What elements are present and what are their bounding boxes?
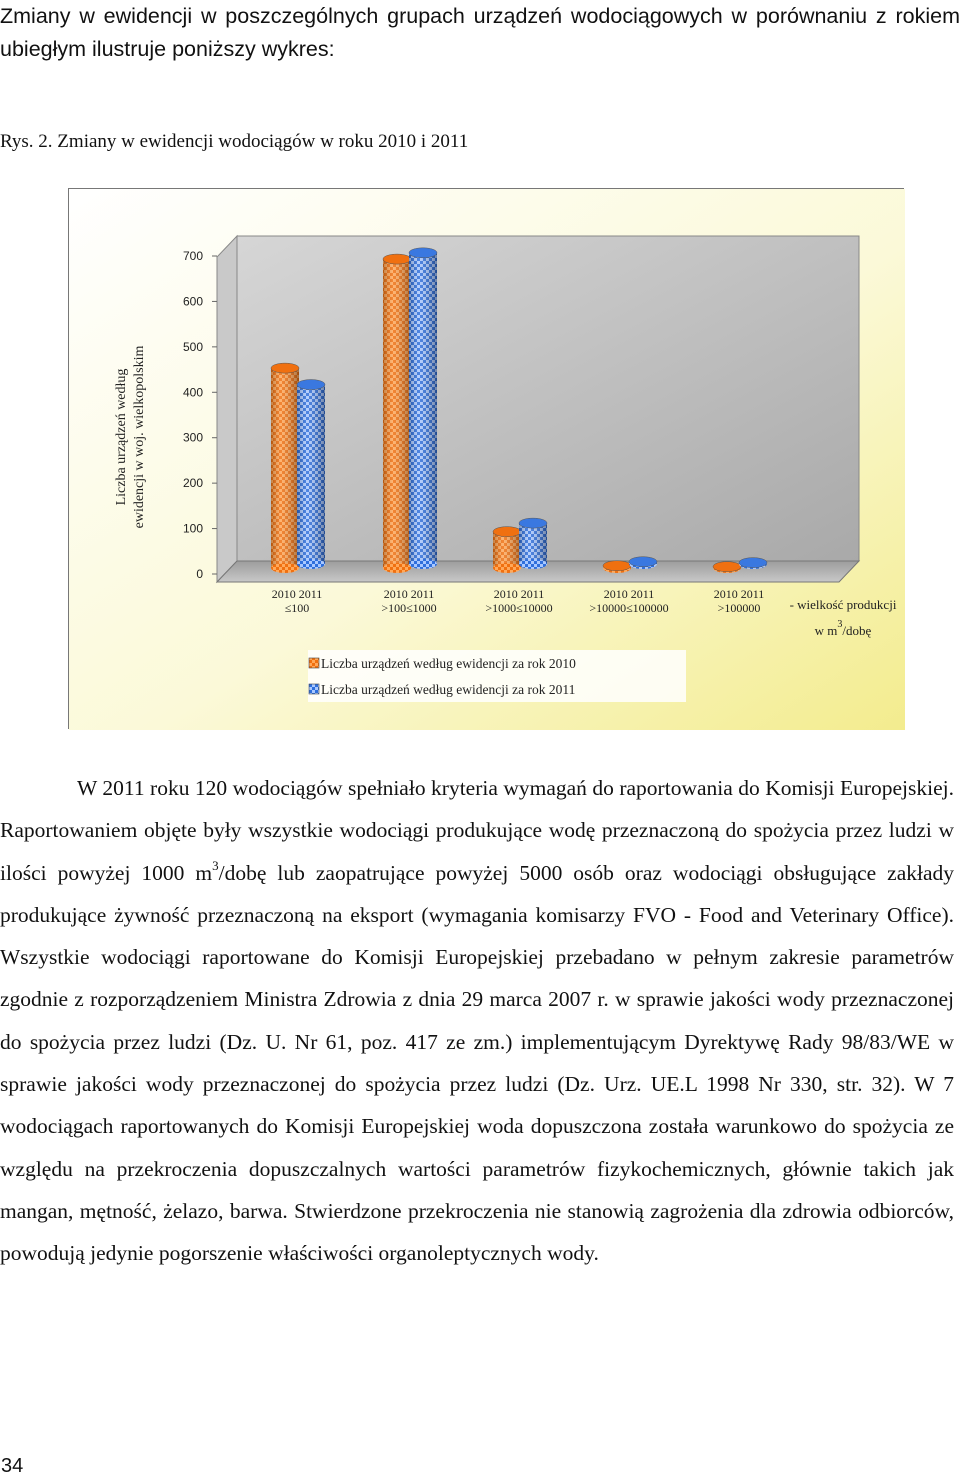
- bar-shade: [409, 253, 437, 564]
- bar-top: [739, 558, 767, 568]
- x-tick-years: 2010 2011: [383, 587, 435, 601]
- y-axis-label-line2: ewidencji w woj. wielkopolskim: [132, 345, 147, 529]
- x-tick-range: ≤100: [284, 601, 310, 615]
- y-tick-label: 700: [182, 249, 203, 263]
- x-axis-note-prefix: w m: [814, 623, 838, 638]
- figure-caption: Rys. 2. Zmiany w ewidencji wodociągów w roku 2010 i 2011: [0, 131, 469, 152]
- x-tick-years: 2010 2011: [493, 587, 545, 601]
- y-tick-label: 400: [182, 385, 203, 400]
- body-paragraph: [0, 767, 954, 1275]
- bar-top: [271, 363, 299, 373]
- bar-top: [409, 248, 437, 258]
- body-text-part1: W 2011 roku 120 wodociągów spełniało kryteria wymagań do raportowania do Komisji Europejskiej. Raportowaniem objęte były wszystkie wodociągi produkujące wodę przeznaczoną do spożycia przez ludzi w ilości powyżej 1000 m: [0, 776, 954, 885]
- chart-back-wall: [237, 236, 859, 561]
- x-tick-years: 2010 2011: [713, 587, 765, 601]
- y-tick-label: 600: [182, 294, 203, 309]
- y-axis-label-line1: Liczba urządzeń według: [114, 368, 129, 506]
- x-axis-note-suffix: /dobę: [842, 623, 872, 638]
- bar-base: [409, 559, 437, 569]
- x-tick-range: >10000≤100000: [589, 601, 669, 615]
- bar-base: [271, 563, 299, 573]
- bar-shade: [297, 385, 325, 564]
- y-tick-label: 0: [196, 567, 203, 581]
- x-axis-note-line1: - wielkość produkcji: [789, 597, 897, 612]
- bar-base: [519, 559, 547, 569]
- bar-base: [493, 563, 521, 573]
- bar-base: [383, 563, 411, 573]
- body-text: [0, 767, 954, 1275]
- bar-shade: [271, 368, 299, 568]
- chart-figure: [68, 188, 904, 729]
- y-tick-label: 100: [182, 521, 203, 536]
- bar-top: [297, 380, 325, 390]
- y-tick-label: 500: [182, 339, 203, 354]
- x-tick-years: 2010 2011: [603, 587, 655, 601]
- bar-top: [713, 562, 741, 572]
- bar-top: [383, 254, 411, 264]
- x-tick-range: >100≤1000: [381, 601, 437, 615]
- body-text-part2: /dobę lub zaopatrujące powyżej 5000 osób oraz wodociągi obsługujące zakłady produkujące żywność przeznaczoną na eksport (wymagania komisarzy FVO - Food and Veterinary Office). Wszystkie wodociągi raportowane do Komisji Europejskiej przebadano w pełnym zakresie parametrów zgodnie z rozporządzeniem Ministra Zdrowia z dnia 29 marca 2007 r. w sprawie jakości wody przeznaczonej do spożycia przez ludzi (Dz. U. Nr 61, poz. 417 ze zm.) implementującym Dyrektywę Rady 98/83/WE w sprawie jakości wody przeznaczonej do spożycia przez ludzi (Dz. Urz. UE.L 1998 Nr 330, str. 32). W 7 wodociągach raportowanych do Komisji Europejskiej woda dopuszczona została warunkowo do spożycia ze względu na przekroczenia dopuszczalnych wartości parametrów fizykochemicznych, głównie takich jak mangan, mętność, żelazo, barwa. Stwierdzone przekroczenia nie stanowią zagrożenia dla zdrowia odbiorców, powodują jedynie pogorszenie właściwości organoleptycznych wody.: [0, 860, 955, 1266]
- page-number: 34: [1, 1455, 24, 1477]
- bar-top: [603, 561, 631, 571]
- bar-top: [493, 527, 521, 537]
- bar-chart: [69, 189, 905, 730]
- bar-top: [629, 557, 657, 567]
- y-tick-label: 200: [182, 476, 203, 491]
- x-tick-range: >100000: [717, 601, 761, 615]
- x-tick-years: 2010 2011: [271, 587, 323, 601]
- bar-shade: [383, 259, 411, 568]
- chart-legend: [308, 650, 686, 702]
- y-tick-label: 300: [182, 430, 203, 445]
- legend-swatch-2011: [309, 684, 319, 694]
- bar-shade: [493, 532, 521, 568]
- bar-shade: [519, 523, 547, 564]
- legend-label-2011: Liczba urządzeń według ewidencji za rok 2011: [321, 682, 576, 697]
- bar-top: [519, 518, 547, 528]
- bar-base: [297, 559, 325, 569]
- legend-label-2010: Liczba urządzeń według ewidencji za rok 2010: [321, 656, 576, 671]
- x-axis-note-sup: 3: [837, 619, 843, 630]
- x-tick-range: >1000≤10000: [485, 601, 553, 615]
- legend-swatch-2010: [309, 658, 319, 668]
- chart-side-wall: [217, 236, 237, 582]
- intro-paragraph: Zmiany w ewidencji w poszczególnych grupach urządzeń wodociągowych w porównaniu z rokiem ubiegłym ilustruje poniższy wykres:: [0, 4, 960, 61]
- body-text-sup: 3: [212, 857, 219, 873]
